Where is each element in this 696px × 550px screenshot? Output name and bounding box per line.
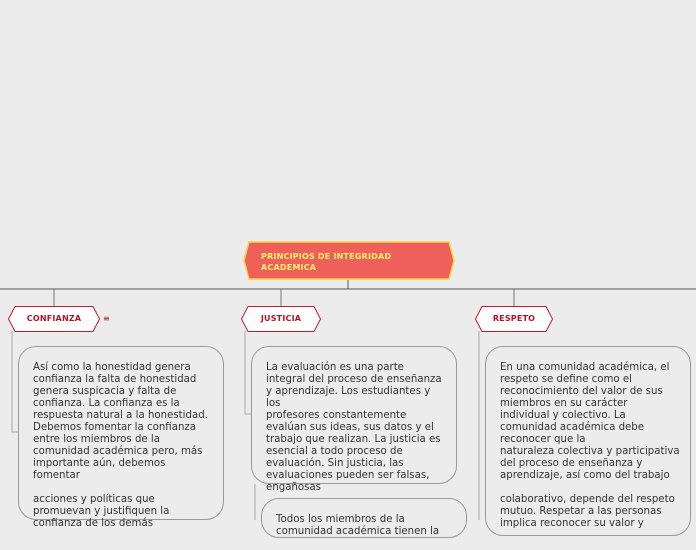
branch-confianza-label: CONFIANZA [26, 314, 82, 323]
root-topic-title: PRINCIPIOS DE INTEGRIDAD ACADEMICA [261, 252, 392, 272]
branch-justicia-label: JUSTICIA [260, 314, 302, 323]
root-topic[interactable] [243, 241, 455, 280]
note-icon[interactable]: ≡ [103, 314, 110, 323]
justicia-subtopic-text-2: Todos los miembros de la comunidad académica tienen la [276, 514, 440, 537]
respeto-subtopic-bubble[interactable] [485, 346, 691, 536]
branch-respeto-label: RESPETO [492, 314, 536, 323]
justicia-subtopic-text: La evaluación es una parte integral del proceso de enseñanza y aprendizaje. Los estudiantes y los profesores constantemente evalúan sus ideas, sus datos y el trabajo que realizan. La justicia es esencial a todo proceso de evaluación. Sin justicia, las evaluaciones pueden ser falsas, engañosas [266, 362, 442, 493]
branch-confianza[interactable] [8, 306, 100, 332]
confianza-subtopic-text: Así como la honestidad genera confianza la falta de honestidad genera suspicacia y falta de confianza. La confianza es la respuesta natural a la honestidad. Debemos fomentar la confianza entre los miembros de la comunidad académica pero, más importante aún, debemos fomentar acciones y políticas que promuevan y justifiquen la confianza de los demás [33, 362, 208, 529]
justicia-subtopic-bubble-2[interactable] [261, 498, 467, 538]
confianza-subtopic-bubble[interactable] [18, 346, 224, 529]
justicia-subtopic-bubble[interactable] [251, 346, 457, 493]
branch-justicia[interactable] [241, 306, 321, 332]
branch-respeto[interactable] [475, 306, 553, 332]
respeto-subtopic-text: En una comunidad académica, el respeto se define como el reconocimiento del valor de sus miembros en su carácter individual y colectivo. La comunidad académica debe reconocer que la naturaleza colectiva y participativa del proceso de enseñanza y aprendizaje, así como del trabajo colaborativo, depende del respeto mutuo. Respetar a las personas implica reconocer su valor y [500, 362, 680, 529]
